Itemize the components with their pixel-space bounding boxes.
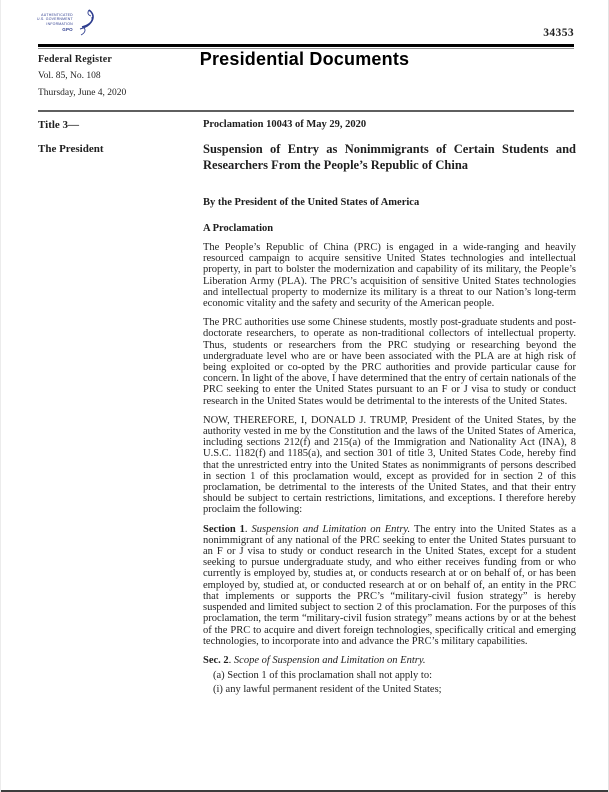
header-title: Presidential Documents (199, 49, 410, 69)
gpo-authentication-seal (37, 9, 98, 36)
gpo-seal-text (37, 9, 73, 32)
section-1-text: The entry into the United States as a nonimmigrant of any national of the PRC seeking to enter the United States pursuant to an F or J visa to study or conduct research in the United States, except for a student seeking to pursue undergraduate study, and who either receives funding from or who currently is employed by, studies at, or conducts research at or on behalf of, or has been employed by, studied at, or conducted research at or on behalf of, an entity in the PRC that implements or supports the PRC’s “military-civil fusion strategy” is hereby suspended and limited subject to section 2 of this proclamation. For the purposes of this proclamation, the term “military-civil fusion strategy” means actions by or at the behest of the PRC to acquire and divert foreign technologies, specifically critical and emerging technologies, to incorporate into and advance the PRC’s military capabilities. (203, 523, 577, 647)
document-title: Suspension of Entry as Nonimmigrants of Certain Students and Researchers From the People’s Republic of China (203, 142, 576, 172)
document-body (203, 119, 576, 696)
gpo-seal-line: U.S. GOVERNMENT (37, 17, 73, 22)
gpo-seal-line: INFORMATION (46, 21, 73, 26)
section-1 (203, 524, 576, 647)
section-1-label: Section 1 (203, 523, 245, 535)
list-item-a: (a) Section 1 of this proclamation shall not apply to: (213, 669, 432, 681)
gpo-seal-line: AUTHENTICATED (41, 13, 73, 17)
publication-name: Federal Register (38, 54, 113, 65)
title-column (38, 119, 188, 155)
section-1-separator: . (244, 523, 252, 535)
paragraph-3: NOW, THEREFORE, I, DONALD J. TRUMP, President of the United States, by the authority vested in me by the Constitution and the laws of the United States of America, including sections 212(f) and 215(a) of the Immigration and Nationality Act (INA), 8 U.S.C. 1182(f) and 1185(a), and section 301 of title 3, United States Code, hereby find that the unrestricted entry into the United States as nonimmigrants of persons described in section 1 of this proclamation would, except as provided for in section 2 of this proclamation, be detrimental to the interests of the United States, and that their entry should be subject to certain restrictions, limitations, and exceptions. I therefore hereby proclaim the following: (203, 414, 576, 516)
byline: By the President of the United States of America (203, 197, 420, 208)
publication-volume: Vol. 85, No. 108 (38, 71, 101, 81)
gpo-eagle-icon (74, 9, 98, 36)
paragraph-1: The People’s Republic of China (PRC) is engaged in a wide-ranging and heavily resourced campaign to acquire sensitive United States technologies and intellectual property, in part to bolster the modernization and capability of its military, the People’s Liberation Army (PLA). The PRC’s acquisition of sensitive United States technologies and intellectual property to modernize its military is a threat to our Nation’s long-term economic vitality and the safety and security of the American people. (203, 242, 576, 310)
publication-date: Thursday, June 4, 2020 (38, 88, 127, 98)
header-rule (38, 110, 574, 112)
gpo-seal-line: GPO (62, 26, 73, 32)
page-number: 34353 (543, 27, 574, 39)
section-2 (203, 655, 576, 666)
section-1-heading: Suspension and Limitation on Entry. (251, 523, 411, 535)
paragraph-2: The PRC authorities use some Chinese students, mostly post-graduate students and post-doctorate researchers, to operate as non-traditional collectors of intellectual property. Thus, students or researchers from the PRC studying or researching beyond the undergraduate level who are or have been associated with the PLA are at high risk of being exploited or co-opted by the PRC authorities and provide particular cause for concern. In light of the above, I have determined that the entry of certain nationals of the PRC seeking to enter the United States pursuant to an F or J visa to study or conduct research in the United States would be detrimental to the interests of the United States. (203, 317, 576, 407)
proclamation-number: Proclamation 10043 of May 29, 2020 (203, 119, 367, 130)
proclamation-subheading: A Proclamation (203, 223, 274, 234)
section-2-label: Sec. 2 (203, 654, 229, 666)
section-2-heading: Scope of Suspension and Limitation on Entry. (233, 654, 426, 666)
list-item-i: (i) any lawful permanent resident of the United States; (213, 684, 442, 696)
top-rule-thick (38, 44, 574, 47)
title-label: Title 3— (38, 119, 80, 131)
section-2-separator: . (228, 654, 234, 666)
issuer-label: The President (38, 143, 104, 155)
